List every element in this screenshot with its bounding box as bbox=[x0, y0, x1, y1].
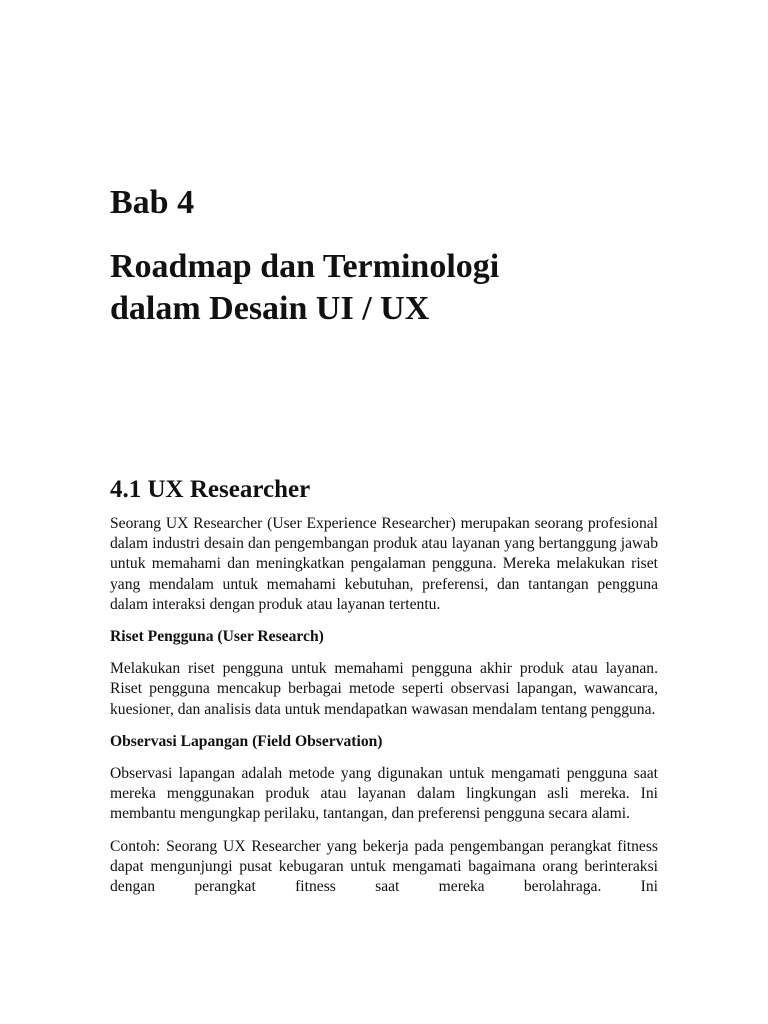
subsection-title-field-observation: Observasi Lapangan (Field Observation) bbox=[110, 732, 383, 750]
chapter-title-line-2: dalam Desain UI / UX bbox=[110, 290, 430, 327]
subsection-body-field-observation: Observasi lapangan adalah metode yang digunakan untuk mengamati pengguna saat mereka menggunakan produk atau layanan dalam lingkungan asli mereka. Ini membantu mengungkap perilaku, tantangan, dan preferensi pengguna secara alami. bbox=[110, 765, 658, 823]
section-heading: 4.1 UX Researcher bbox=[110, 476, 311, 503]
intro-paragraph: Seorang UX Researcher (User Experience Researcher) merupakan seorang profesional dalam industri desain dan pengembangan produk atau layanan yang bertanggung jawab untuk memahami dan meningkatkan pengalaman pengguna. Mereka melakukan riset yang mendalam untuk memahami kebutuhan, preferensi, dan tantangan pengguna dalam interaksi dengan produk atau layanan tertentu. bbox=[110, 515, 658, 613]
subsection-body-user-research: Melakukan riset pengguna untuk memahami pengguna akhir produk atau layanan. Riset pengguna mencakup berbagai metode seperti observasi lapangan, wawancara, kuesioner, dan analisis data untuk mendapatkan wawasan mendalam tentang pengguna. bbox=[110, 660, 658, 718]
chapter-number: Bab 4 bbox=[110, 184, 195, 221]
subsection-title-user-research: Riset Pengguna (User Research) bbox=[110, 628, 324, 646]
chapter-title-line-1: Roadmap dan Terminologi bbox=[110, 248, 500, 285]
document-page bbox=[110, 0, 658, 1024]
chapter-title bbox=[110, 246, 658, 330]
field-observation-example: Contoh: Seorang UX Researcher yang bekerja pada pengembangan perangkat fitness dapat mengunjungi pusat kebugaran untuk mengamati bagaimana orang berinteraksi dengan perangkat fitness saat mereka berolahraga. Ini bbox=[110, 837, 658, 896]
section-body bbox=[110, 514, 658, 897]
